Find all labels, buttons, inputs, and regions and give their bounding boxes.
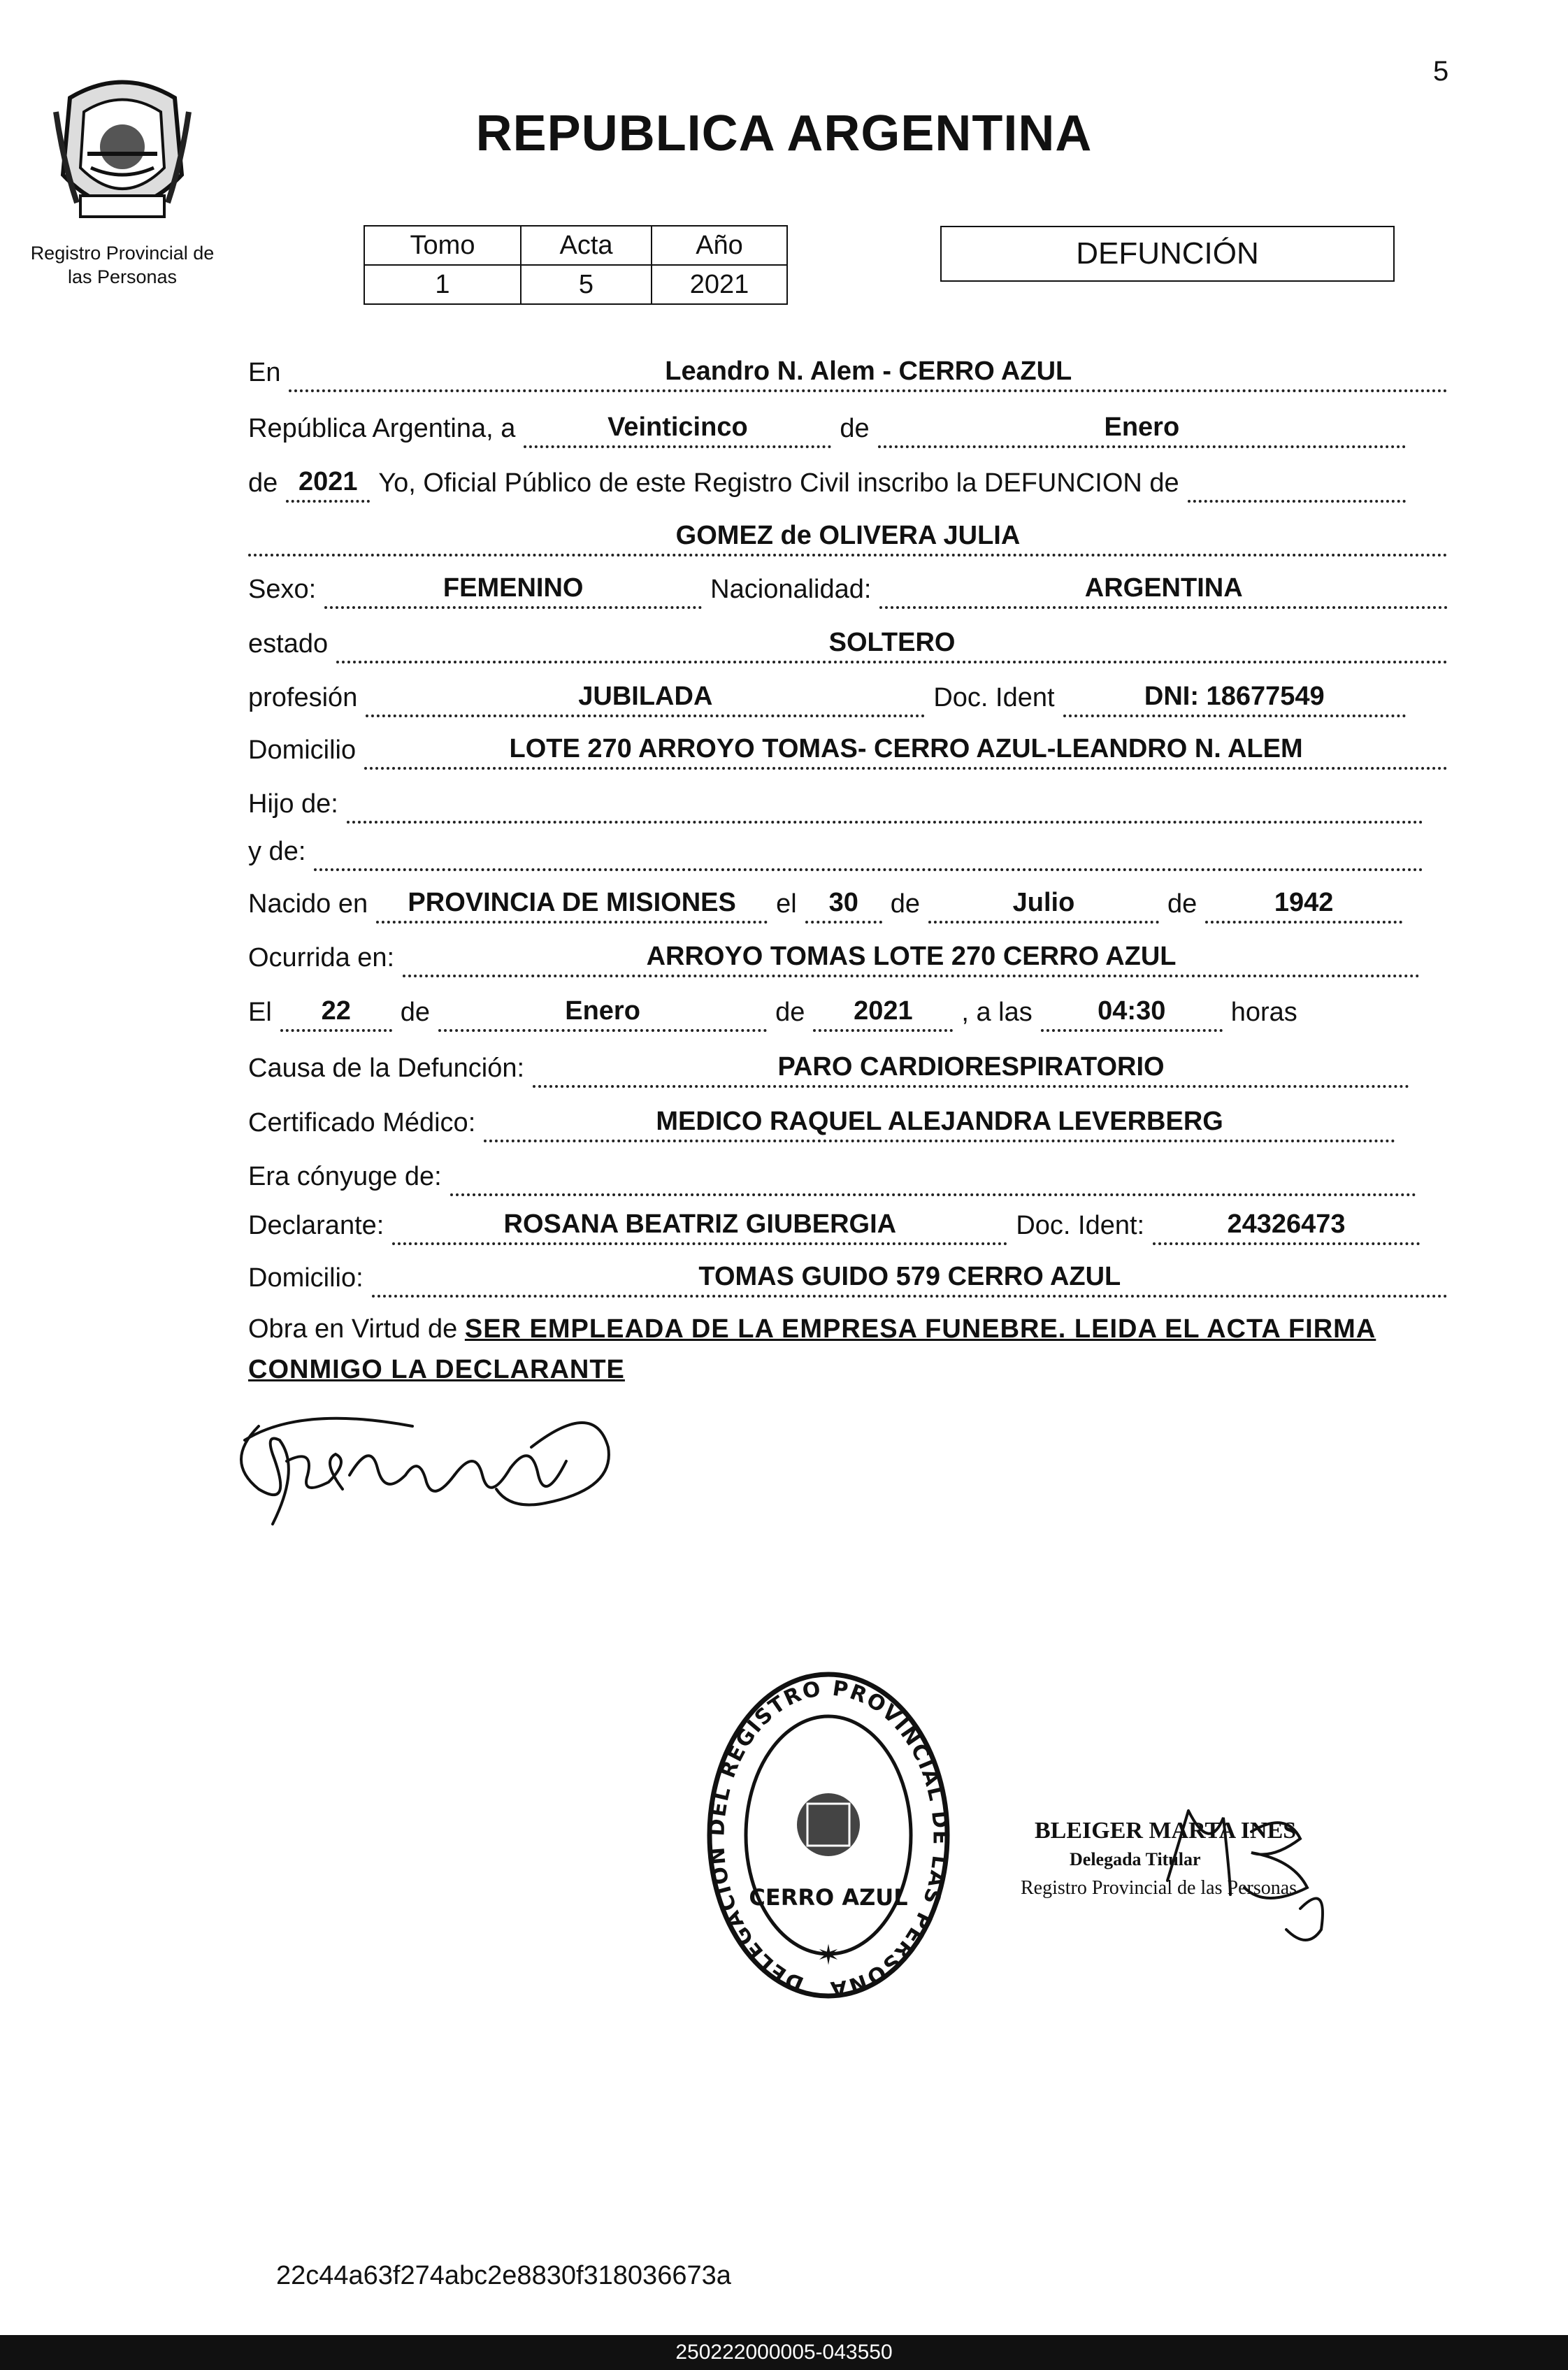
official-seal-stamp xyxy=(703,1664,954,2006)
registrar-office: Registro Provincial de las Personas xyxy=(1021,1877,1297,1899)
value-death-day: 22 xyxy=(280,994,392,1032)
anio-header: Año xyxy=(652,226,787,265)
seal-inner-text: CERRO AZUL xyxy=(749,1884,908,1911)
row-year xyxy=(248,464,1414,503)
registrar-role: Delegada Titular xyxy=(1070,1849,1201,1869)
label-sexo: Sexo: xyxy=(248,575,317,604)
row-conyuge xyxy=(248,1157,1425,1196)
label-de: de xyxy=(840,414,870,443)
value-day-text: Veinticinco xyxy=(524,410,831,448)
value-year: 2021 xyxy=(286,465,370,503)
value-ocurrida: ARROYO TOMAS LOTE 270 CERRO AZUL xyxy=(403,940,1420,977)
label-nacionalidad: Nacionalidad: xyxy=(710,575,872,604)
value-estado: SOLTERO xyxy=(336,626,1448,663)
label-y-de: y de: xyxy=(248,837,306,866)
row-sexo xyxy=(248,570,1456,609)
value-certificado: MEDICO RAQUEL ALEJANDRA LEVERBERG xyxy=(484,1105,1395,1142)
value-birth-year: 1942 xyxy=(1205,886,1402,924)
row-estado xyxy=(248,624,1456,663)
row-declarante xyxy=(248,1206,1428,1245)
row-nacido xyxy=(248,884,1411,924)
value-deceased-name: GOMEZ de OLIVERA JULIA xyxy=(248,519,1448,556)
row-domicilio2 xyxy=(248,1258,1456,1298)
value-domicilio: LOTE 270 ARROYO TOMAS- CERRO AZUL-LEANDRO N. ALEM xyxy=(364,732,1448,770)
page-title: REPUBLICA ARGENTINA xyxy=(475,106,1093,161)
label-domicilio: Domicilio xyxy=(248,735,357,765)
registry-label-line1: Registro Provincial de xyxy=(30,243,215,264)
row-domicilio xyxy=(248,731,1456,770)
page-number: 5 xyxy=(1433,56,1449,87)
label-de-death-month: de xyxy=(400,998,431,1027)
row-profesion xyxy=(248,678,1414,717)
anio-value: 2021 xyxy=(652,265,787,304)
value-declarante-doc: 24326473 xyxy=(1153,1207,1420,1245)
label-de-death-year: de xyxy=(775,998,805,1027)
row-republica xyxy=(248,409,1414,448)
value-blank xyxy=(1188,498,1406,503)
label-conyuge: Era cónyuge de: xyxy=(248,1162,442,1191)
declarant-signature xyxy=(231,1384,622,1545)
value-en: Leandro N. Alem - CERRO AZUL xyxy=(289,354,1448,392)
value-hijo-de xyxy=(347,819,1423,824)
label-obra: Obra en Virtud de xyxy=(248,1314,458,1344)
label-doc-ident: Doc. Ident xyxy=(933,683,1055,712)
registry-label-line2: las Personas xyxy=(67,266,178,287)
label-estado: estado xyxy=(248,629,329,659)
registrar-signature xyxy=(1021,1790,1356,1951)
label-el: el xyxy=(776,889,797,919)
footer-code: 250222000005-043550 xyxy=(675,2341,893,2364)
row-causa xyxy=(248,1049,1418,1088)
value-birth-day: 30 xyxy=(805,886,882,924)
row-hijo-de xyxy=(248,784,1432,824)
label-profesion: profesión xyxy=(248,683,358,712)
label-causa: Causa de la Defunción: xyxy=(248,1054,525,1083)
value-month-text: Enero xyxy=(878,410,1406,448)
acta-reference-table xyxy=(364,225,788,305)
document-type-box: DEFUNCIÓN xyxy=(940,226,1395,282)
value-causa: PARO CARDIORESPIRATORIO xyxy=(533,1050,1409,1088)
label-nacido-en: Nacido en xyxy=(248,889,368,919)
tomo-header: Tomo xyxy=(364,226,521,265)
label-a-las: , a las xyxy=(961,998,1033,1027)
registry-label xyxy=(14,241,231,289)
svg-text:✶: ✶ xyxy=(817,1940,840,1971)
label-ocurrida: Ocurrida en: xyxy=(248,943,395,972)
label-declarante: Declarante: xyxy=(248,1211,384,1240)
row-fecha xyxy=(248,993,1463,1032)
value-conyuge xyxy=(450,1192,1416,1196)
value-declarante: ROSANA BEATRIZ GIUBERGIA xyxy=(392,1207,1007,1245)
value-obra-line1: SER EMPLEADA DE LA EMPRESA FUNEBRE. LEIDA EL ACTA FIRMA xyxy=(464,1314,1376,1344)
row-en xyxy=(248,353,1456,392)
label-de-year2: de xyxy=(1167,889,1197,919)
acta-header: Acta xyxy=(521,226,652,265)
seal-ring-text: DELEGACION DEL REGISTRO PROVINCIAL DE LAS PERSONA xyxy=(705,1676,953,2002)
row-ocurrida xyxy=(248,938,1428,977)
registrar-stamp xyxy=(1021,1790,1356,1951)
row-y-de xyxy=(248,832,1432,871)
label-en: En xyxy=(248,358,281,387)
row-nombre xyxy=(248,517,1456,556)
value-birth-month: Julio xyxy=(928,886,1159,924)
value-profesion: JUBILADA xyxy=(366,680,925,717)
value-death-month: Enero xyxy=(438,994,767,1032)
tomo-value: 1 xyxy=(364,265,521,304)
value-birth-place: PROVINCIA DE MISIONES xyxy=(376,886,768,924)
value-sexo: FEMENINO xyxy=(324,571,702,609)
label-republica: República Argentina, a xyxy=(248,414,516,443)
obra-en-virtud xyxy=(248,1309,1454,1390)
document-hash: 22c44a63f274abc2e8830f318036673a xyxy=(276,2261,731,2290)
value-death-time: 04:30 xyxy=(1041,994,1223,1032)
label-horas: horas xyxy=(1230,998,1297,1027)
row-certificado xyxy=(248,1103,1404,1142)
value-y-de xyxy=(314,867,1423,871)
value-obra-line2: CONMIGO LA DECLARANTE xyxy=(248,1355,625,1384)
label-certificado: Certificado Médico: xyxy=(248,1108,476,1137)
label-hijo-de: Hijo de: xyxy=(248,789,338,819)
label-declarante-doc: Doc. Ident: xyxy=(1016,1211,1145,1240)
value-death-year: 2021 xyxy=(813,994,953,1032)
registrar-name: BLEIGER MARTA INES xyxy=(1035,1818,1297,1844)
label-domicilio2: Domicilio: xyxy=(248,1263,364,1293)
label-el-date: El xyxy=(248,998,272,1027)
value-domicilio2: TOMAS GUIDO 579 CERRO AZUL xyxy=(372,1260,1448,1298)
label-de-year: de xyxy=(248,468,278,498)
value-nacionalidad: ARGENTINA xyxy=(879,571,1448,609)
label-de-month: de xyxy=(890,889,920,919)
label-inscribo: Yo, Oficial Público de este Registro Civil inscribo la DEFUNCION de xyxy=(378,468,1179,498)
value-doc-ident: DNI: 18677549 xyxy=(1063,680,1406,717)
acta-value: 5 xyxy=(521,265,652,304)
footer-code-bar xyxy=(0,2335,1568,2370)
